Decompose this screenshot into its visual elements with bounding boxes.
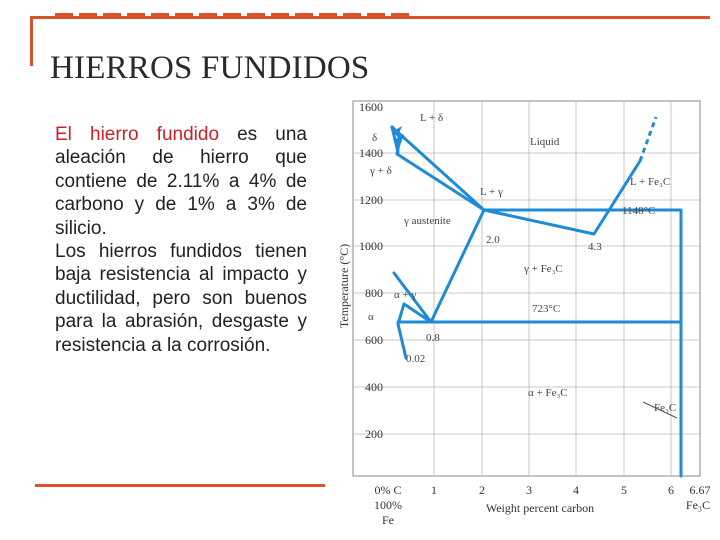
- y-tick-1200: 1200: [359, 193, 383, 207]
- x-tick-1: 1: [431, 483, 437, 497]
- y-tick-600: 600: [365, 333, 383, 347]
- x-left-100-percent: 100%: [374, 498, 402, 512]
- label-2-0: 2.0: [486, 234, 500, 246]
- y-tick-400: 400: [365, 380, 383, 394]
- x-left-0-percent: 0% C: [374, 483, 402, 497]
- label-l-delta: L + δ: [420, 112, 444, 124]
- label-0-8: 0.8: [426, 332, 440, 344]
- y-tick-1600: 1600: [359, 100, 383, 114]
- label-l-fe3c: L + Fe₃C: [630, 176, 671, 188]
- label-gamma-fe3c: γ + Fe₃C: [524, 263, 563, 275]
- label-l-gamma: L + γ: [480, 186, 503, 198]
- x-tick-6: 6: [668, 483, 674, 497]
- x-right-6-67: 6.67: [689, 483, 711, 497]
- paragraph-properties: Los hierros fundidos tienen baja resistencia al impacto y ductilidad, pero son buenos para la abrasión, desgaste y resistencia a la corrosión.: [55, 241, 307, 356]
- slide-body: [55, 123, 307, 357]
- y-tick-1400: 1400: [359, 146, 383, 160]
- label-0-02: 0.02: [406, 353, 426, 365]
- paragraph-composition: [55, 123, 307, 240]
- label-fe3c: Fe₃C: [654, 402, 677, 414]
- label-delta: δ: [372, 132, 378, 144]
- label-alpha-gamma: α + γ: [394, 289, 417, 301]
- x-left-fe: Fe: [382, 513, 394, 527]
- left-accent-bar: [30, 16, 33, 66]
- x-tick-2: 2: [479, 483, 485, 497]
- y-axis-label: Temperature (°C): [337, 243, 351, 329]
- bottom-accent-line: [35, 484, 325, 487]
- label-gamma-austenite: γ austenite: [404, 215, 451, 227]
- label-1148c: 1148°C: [622, 205, 656, 217]
- slide-title: HIERROS FUNDIDOS: [50, 50, 370, 86]
- label-4-3: 4.3: [588, 241, 602, 253]
- highlight-term: El hierro fundido: [55, 124, 220, 145]
- iron-carbon-phase-diagram: [328, 96, 712, 536]
- label-gamma-delta: γ + δ: [370, 165, 392, 177]
- paragraph-composition-rest: es una aleación de hierro que contiene de 2.11% a 4% de carbono y de 1% a 3% de silicio.: [55, 124, 307, 239]
- y-tick-800: 800: [365, 286, 383, 300]
- x-tick-4: 4: [573, 483, 579, 497]
- label-alpha: α: [368, 311, 374, 323]
- top-accent-line: [30, 16, 710, 19]
- top-dashed-accent: [55, 13, 410, 16]
- x-axis-label: Weight percent carbon: [485, 501, 595, 515]
- x-tick-3: 3: [526, 483, 532, 497]
- label-723c: 723°C: [532, 303, 561, 315]
- label-liquid: Liquid: [530, 136, 560, 148]
- x-tick-5: 5: [621, 483, 627, 497]
- y-tick-1000: 1000: [359, 239, 383, 253]
- y-tick-200: 200: [365, 427, 383, 441]
- label-alpha-fe3c: α + Fe₃C: [528, 387, 568, 399]
- x-right-fe3c: Fe₃C: [685, 498, 711, 512]
